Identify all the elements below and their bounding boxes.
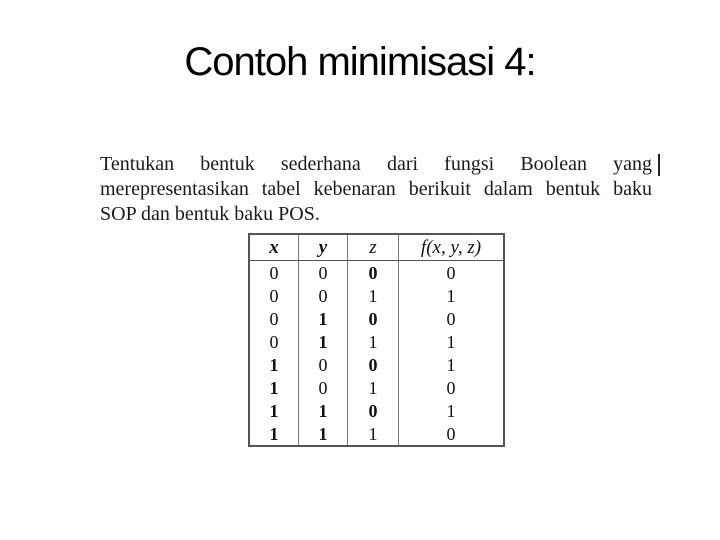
table-row: [249, 261, 504, 285]
cell-y: 1: [299, 422, 348, 446]
table-row: [249, 353, 504, 376]
cell-z: 0: [348, 353, 399, 376]
cell-z: 1: [348, 376, 399, 399]
cell-y: 0: [299, 353, 348, 376]
cell-y: 0: [299, 376, 348, 399]
cell-x: 0: [249, 284, 299, 307]
cell-z: 0: [348, 261, 399, 285]
cell-f: 1: [399, 284, 505, 307]
table-row: [249, 330, 504, 353]
header-x: x: [249, 234, 299, 261]
problem-line-2: merepresentasikan tabel kebenaran berikuit dalam bentuk baku: [100, 178, 652, 200]
cell-z: 0: [348, 307, 399, 330]
cell-z: 1: [348, 330, 399, 353]
text-cursor: [658, 154, 660, 176]
header-f: f(x, y, z): [399, 234, 505, 261]
cell-f: 0: [399, 261, 505, 285]
cell-f: 0: [399, 376, 505, 399]
slide-title: Contoh minimisasi 4:: [184, 40, 536, 84]
cell-x: 1: [249, 376, 299, 399]
cell-y: 1: [299, 330, 348, 353]
cell-x: 1: [249, 422, 299, 446]
truth-table: [248, 233, 505, 447]
cell-f: 0: [399, 422, 505, 446]
header-y: y: [299, 234, 348, 261]
cell-y: 0: [299, 261, 348, 285]
table-row: [249, 284, 504, 307]
cell-x: 0: [249, 307, 299, 330]
cell-x: 0: [249, 330, 299, 353]
cell-z: 1: [348, 284, 399, 307]
cell-x: 1: [249, 353, 299, 376]
cell-f: 1: [399, 353, 505, 376]
cell-x: 0: [249, 261, 299, 285]
cell-y: 0: [299, 284, 348, 307]
cell-f: 0: [399, 307, 505, 330]
cell-z: 1: [348, 422, 399, 446]
table-row: [249, 376, 504, 399]
cell-x: 1: [249, 399, 299, 422]
table-row: [249, 307, 504, 330]
cell-z: 0: [348, 399, 399, 422]
header-z: z: [348, 234, 399, 261]
table-header-row: [249, 234, 504, 261]
cell-y: 1: [299, 307, 348, 330]
cell-f: 1: [399, 330, 505, 353]
table-row: [249, 399, 504, 422]
cell-f: 1: [399, 399, 505, 422]
cell-y: 1: [299, 399, 348, 422]
problem-line-3: SOP dan bentuk baku POS.: [100, 203, 320, 225]
problem-line-1: Tentukan bentuk sederhana dari fungsi Boolean yang: [100, 153, 652, 175]
problem-statement: [100, 152, 652, 227]
table-row: [249, 422, 504, 446]
